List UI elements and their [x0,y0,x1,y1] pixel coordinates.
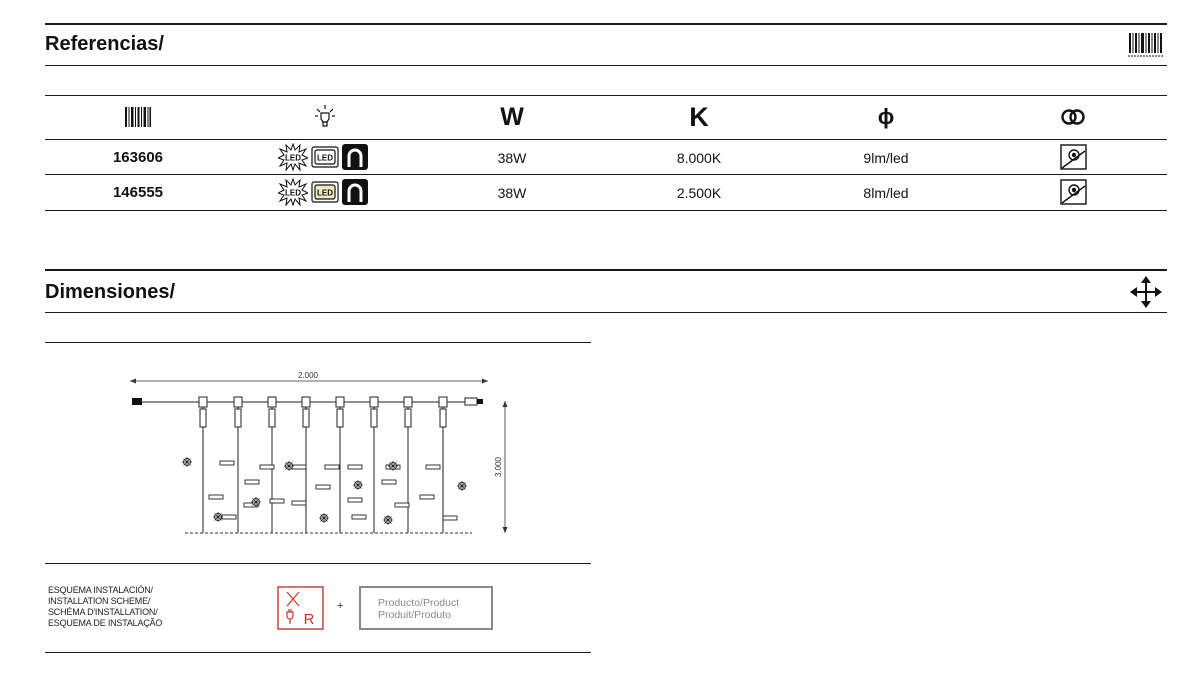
dimensions-title: Dimensiones/ [45,281,176,303]
led-badges [278,178,368,211]
ip-protection-icon [1060,179,1087,210]
led-color-icon [311,181,339,208]
plus-sign: + [337,600,344,612]
svg-text:LED: LED [285,153,301,163]
dimensions-title-rule [45,312,1167,313]
svg-text:LED: LED [317,188,333,198]
move-arrows-icon [1130,276,1162,313]
power-value: 38W [497,185,527,201]
ip-protection-icon [1060,144,1087,175]
scheme-label-line: ESQUEMA DE INSTALAÇÃO [48,618,163,628]
row-divider [45,174,1167,175]
references-title: Referencias/ [45,33,164,55]
kit-label: R [303,611,315,628]
installation-scheme-label [48,585,162,629]
led-burst-icon [278,143,308,176]
led-burst-icon [278,178,308,211]
power-column-header: W [500,102,524,131]
product-line: Produit/Produto [378,609,451,621]
power-value: 38W [497,150,527,166]
scheme-label-line: ESQUEMA INSTALACIÓN/ [48,585,153,595]
temperature-value: 2.500K [676,185,722,201]
references-title-rule [45,65,1167,66]
table-header-rule [45,139,1167,140]
product-line: Producto/Product [378,597,460,609]
curtain-light-drawing [120,365,520,550]
flux-value: 9lm/led [863,150,909,166]
height-dimension-label: 3.000 [494,456,503,478]
flux-column-header: ϕ [877,104,895,129]
dimensions-top-rule [45,269,1167,271]
led-color-icon [311,146,339,173]
led-bulb-icon [314,103,336,131]
led-badges [278,143,368,176]
curtain-shape-icon [342,179,368,210]
temperature-value: 8.000K [676,150,722,166]
table-bottom-rule [45,210,1167,211]
flux-value: 8lm/led [863,185,909,201]
drawing-top-rule [45,342,591,343]
rings-icon [1058,103,1088,131]
reference-code: 146555 [112,184,164,201]
references-top-rule [45,23,1167,25]
plug-kit-icon [277,586,324,635]
scheme-label-line: INSTALLATION SCHEME/ [48,596,151,606]
barcode-icon [1128,31,1164,62]
curtain-shape-icon [342,144,368,175]
reference-code: 163606 [112,149,164,166]
barcode-icon [125,103,151,131]
scheme-top-rule [45,563,591,564]
svg-text:LED: LED [317,153,333,163]
scheme-label-line: SCHÉMA D'INSTALLATION/ [48,607,158,617]
width-dimension-label: 2.000 [297,371,319,380]
temperature-column-header: K [689,101,709,132]
product-box [359,586,493,630]
scheme-bottom-rule [45,652,591,653]
table-top-rule [45,95,1167,96]
svg-text:LED: LED [285,188,301,198]
